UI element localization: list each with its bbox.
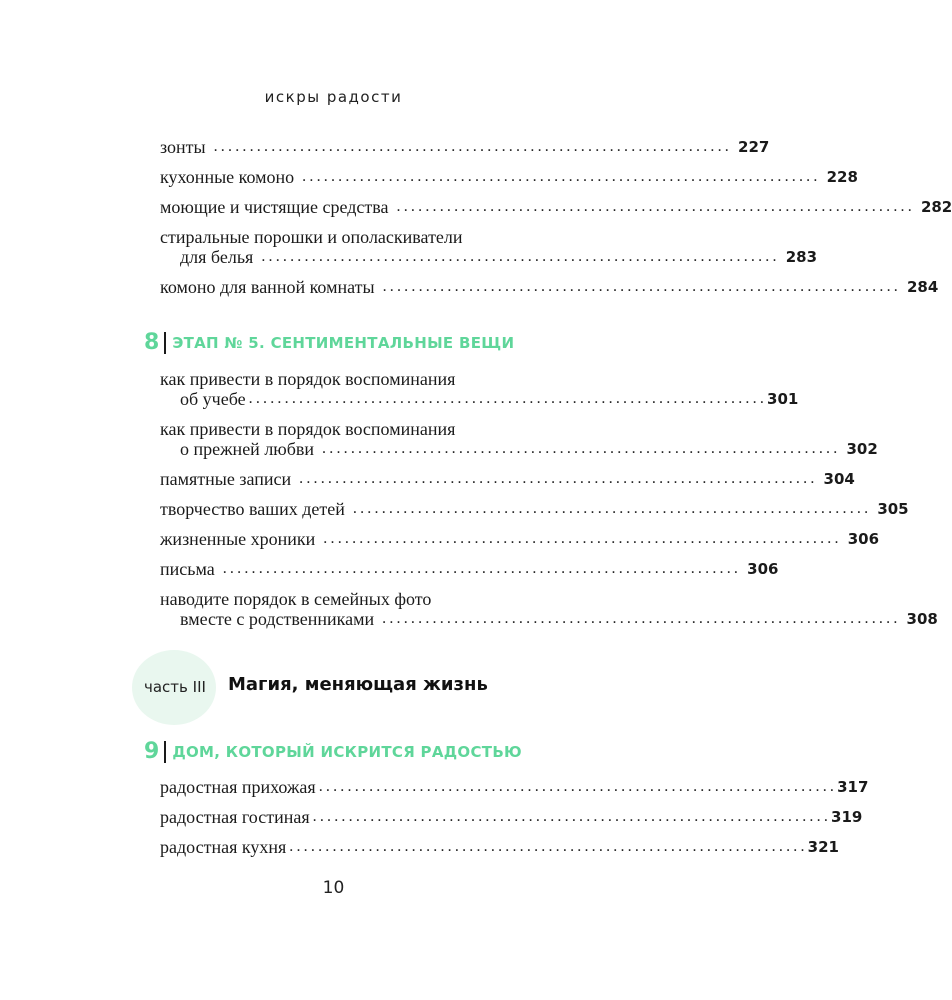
entry-page: 321	[807, 838, 839, 856]
dot-leader: ........................................................................	[261, 248, 780, 265]
toc-entry[interactable]	[160, 777, 869, 797]
entry-title: радостная кухня	[160, 837, 287, 857]
toc-entry[interactable]	[160, 469, 855, 489]
toc-section-1	[160, 137, 952, 297]
toc-entry[interactable]	[160, 197, 952, 217]
entry-title: радостная гостиная	[160, 807, 310, 827]
toc-entry[interactable]	[160, 559, 779, 579]
entry-page: 301	[767, 390, 799, 408]
chapter-divider	[164, 741, 166, 763]
entry-page: 304	[823, 470, 855, 488]
entry-title-line2: об учебе	[180, 389, 246, 409]
entry-page: 306	[747, 560, 779, 578]
entry-page: 283	[785, 248, 818, 266]
entry-title: жизненные хроники	[160, 529, 316, 549]
toc-section-2	[160, 369, 938, 629]
dot-leader: ........................................................................	[302, 168, 821, 185]
entry-title: творчество ваших детей	[160, 499, 345, 519]
entry-page: 282	[920, 198, 952, 216]
toc-entry[interactable]	[160, 137, 770, 157]
dot-leader: ........................................................................	[248, 390, 768, 407]
entry-title: памятные записи	[160, 469, 292, 489]
toc-entry[interactable]	[160, 589, 938, 629]
toc-entry[interactable]	[160, 277, 939, 297]
entry-title: моющие и чистящие средства	[160, 197, 389, 217]
chapter-number: 8	[144, 330, 160, 355]
part-heading[interactable]	[132, 650, 592, 725]
entry-title-line2: для белья	[180, 247, 254, 267]
entry-title-line1: стиральные порошки и ополаскиватели	[160, 227, 463, 247]
page-number: 10	[322, 878, 345, 898]
entry-page: 284	[906, 278, 939, 296]
chapter-title: ЭТАП № 5. СЕНТИМЕНТАЛЬНЫЕ ВЕЩИ	[172, 334, 515, 352]
entry-title: комоно для ванной комнаты	[160, 277, 375, 297]
dot-leader: ........................................................................	[213, 138, 733, 155]
toc-entry[interactable]	[160, 529, 880, 549]
toc-entry[interactable]	[160, 369, 799, 409]
dot-leader: ........................................................................	[222, 560, 742, 577]
dot-leader: ........................................................................	[318, 778, 838, 795]
dot-leader: ........................................................................	[323, 530, 842, 547]
entry-title-line1: как привести в порядок воспоминания	[160, 369, 456, 389]
toc-entry[interactable]	[160, 167, 858, 187]
toc-entry[interactable]	[160, 499, 909, 519]
part-label: часть III	[144, 678, 206, 696]
entry-page: 228	[826, 168, 858, 186]
entry-title-line2: вместе с родственниками	[180, 609, 375, 629]
toc-section-3	[160, 777, 869, 857]
dot-leader: ........................................................................	[322, 440, 841, 457]
chapter-number: 9	[144, 739, 160, 764]
entry-page: 319	[831, 808, 863, 826]
chapter-divider	[164, 332, 166, 354]
dot-leader: ........................................................................	[352, 500, 872, 517]
running-header: искры радости	[264, 88, 403, 106]
entry-page: 302	[846, 440, 878, 458]
chapter-heading-9[interactable]	[144, 740, 522, 764]
part-title: Магия, меняющая жизнь	[228, 674, 488, 695]
entry-page: 227	[738, 138, 770, 156]
dot-leader: ........................................................................	[299, 470, 818, 487]
dot-leader: ........................................................................	[312, 808, 832, 825]
dot-leader: ........................................................................	[382, 278, 901, 295]
entry-page: 317	[837, 778, 869, 796]
entry-page: 308	[906, 610, 938, 628]
dot-leader: ........................................................................	[289, 838, 808, 855]
chapter-heading-8[interactable]	[144, 331, 514, 355]
toc-entry[interactable]	[160, 837, 839, 857]
toc-entry[interactable]	[160, 419, 878, 459]
dot-leader: ........................................................................	[382, 610, 901, 627]
entry-title-line1: как привести в порядок воспоминания	[160, 419, 456, 439]
dot-leader: ........................................................................	[396, 198, 915, 215]
toc-entry[interactable]	[160, 227, 818, 267]
entry-page: 306	[847, 530, 880, 548]
entry-title: зонты	[160, 137, 206, 157]
toc-entry[interactable]	[160, 807, 863, 827]
chapter-title: ДОМ, КОТОРЫЙ ИСКРИТСЯ РАДОСТЬЮ	[172, 743, 522, 761]
entry-title-line2: о прежней любви	[180, 439, 315, 459]
entry-page: 305	[877, 500, 909, 518]
entry-title: радостная прихожая	[160, 777, 316, 797]
entry-title: письма	[160, 559, 215, 579]
entry-title: кухонные комоно	[160, 167, 295, 187]
entry-title-line1: наводите порядок в семейных фото	[160, 589, 432, 609]
